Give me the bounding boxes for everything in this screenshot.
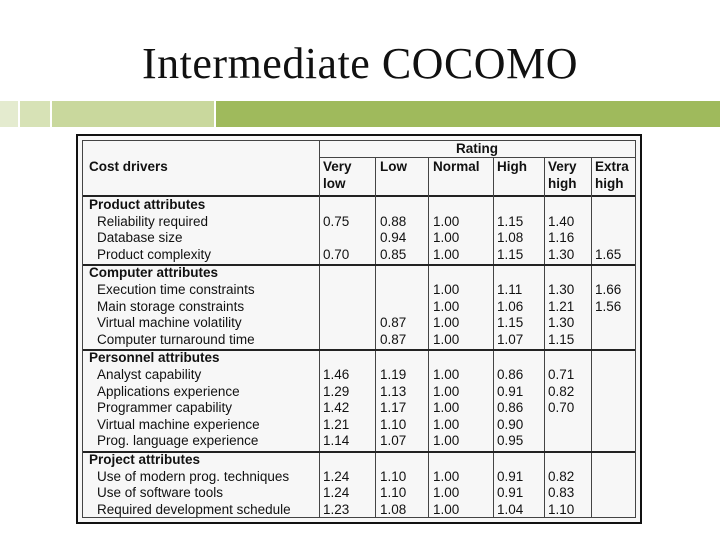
table-row-label: Virtual machine experience (97, 416, 260, 432)
table-grid (82, 140, 636, 518)
table-cell-value: 1.30 (548, 315, 575, 331)
table-cell-value: 1.19 (380, 367, 407, 382)
table-cell-value: 1.00 (433, 282, 460, 297)
table-cell-value: 1.15 (497, 246, 524, 262)
table-cell-value: 1.21 (548, 298, 575, 314)
table-cell-value: 1.30 (548, 246, 575, 262)
table-cell-value: 0.90 (497, 416, 524, 432)
table-cell-value: 1.07 (497, 331, 524, 347)
cost-drivers-header: Cost drivers (89, 159, 168, 174)
table-cell-value: 1.00 (433, 501, 460, 517)
table-cell-value: 1.00 (433, 367, 460, 382)
accent-bar-segment-2 (20, 101, 50, 127)
rating-underline (319, 157, 635, 158)
column-divider (428, 157, 429, 517)
table-cell-value: 1.00 (433, 485, 460, 501)
table-cell-value: 1.30 (548, 282, 575, 297)
column-header: Normal (433, 159, 480, 174)
table-cell-value: 0.82 (548, 468, 575, 484)
table-cell-value: 1.29 (323, 383, 350, 399)
table-cell-value: 0.86 (497, 367, 524, 382)
table-row-label: Execution time constraints (97, 282, 255, 297)
table-row-label: Main storage constraints (97, 298, 245, 314)
table-cell-value: 0.87 (380, 331, 407, 347)
table-cell-value: 1.24 (323, 468, 350, 484)
accent-bar-segment-4 (216, 101, 720, 127)
table-cell-value: 1.07 (380, 433, 407, 449)
column-header: Low (380, 159, 407, 174)
table-row-label: Reliability required (97, 213, 209, 229)
column-divider (591, 157, 592, 517)
table-cell-value: 1.00 (433, 400, 460, 416)
table-cell-value: 1.16 (548, 230, 575, 246)
table-cell-value: 1.04 (497, 501, 524, 517)
table-cell-value: 1.23 (323, 501, 350, 517)
table-cell-value: 1.10 (380, 468, 407, 484)
column-divider (493, 157, 494, 517)
table-cell-value: 1.65 (595, 246, 622, 262)
table-cell-value: 1.08 (380, 501, 407, 517)
table-cell-value: 1.24 (323, 485, 350, 501)
column-divider (544, 157, 545, 517)
table-cell-value: 1.40 (548, 213, 575, 229)
table-cell-value: 1.00 (433, 246, 460, 262)
table-cell-value: 0.82 (548, 383, 575, 399)
table-row-label: Virtual machine volatility (97, 315, 242, 331)
table-row-label: Database size (97, 230, 183, 246)
table-row-label: Programmer capability (97, 400, 233, 416)
group-heading: Project attributes (89, 452, 201, 467)
table-cell-value: 0.88 (380, 213, 407, 229)
table-cell-value: 0.91 (497, 485, 524, 501)
column-header: Very (323, 159, 352, 174)
slide-title: Intermediate COCOMO (142, 39, 578, 88)
table-cell-value: 1.08 (497, 230, 524, 246)
table-cell-value: 1.11 (497, 282, 523, 297)
table-cell-value: 1.00 (433, 468, 460, 484)
column-header: Extra (595, 159, 629, 174)
table-cell-value: 1.10 (380, 416, 407, 432)
table-row-label: Applications experience (97, 383, 240, 399)
column-header: Very (548, 159, 577, 174)
table-cell-value: 1.00 (433, 213, 460, 229)
table-cell-value: 0.70 (323, 246, 350, 262)
table-cell-value: 1.15 (548, 331, 575, 347)
table-cell-value: 1.00 (433, 230, 460, 246)
table-row-label: Analyst capability (97, 367, 202, 382)
table-cell-value: 0.91 (497, 468, 524, 484)
column-header: high (595, 176, 624, 191)
table-cell-value: 1.06 (497, 298, 524, 314)
group-heading: Personnel attributes (89, 350, 220, 366)
table-cell-value: 1.00 (433, 298, 460, 314)
table-cell-value: 1.46 (323, 367, 350, 382)
table-cell-value: 0.75 (323, 213, 350, 229)
table-cell-value: 1.10 (380, 485, 407, 501)
table-cell-value: 0.85 (380, 246, 407, 262)
table-cell-value: 0.94 (380, 230, 407, 246)
accent-bar-segment-3 (52, 101, 214, 127)
table-cell-value: 1.00 (433, 433, 460, 449)
table-row-label: Computer turnaround time (97, 331, 255, 347)
column-header: high (548, 176, 577, 191)
table-cell-value: 0.87 (380, 315, 407, 331)
table-cell-value: 0.86 (497, 400, 524, 416)
table-cell-value: 1.00 (433, 331, 460, 347)
table-cell-value: 0.70 (548, 400, 575, 416)
group-heading: Product attributes (89, 197, 206, 212)
table-row-label: Required development schedule (97, 501, 291, 517)
table-cell-value: 1.14 (323, 433, 350, 449)
table-cell-value: 1.17 (380, 400, 407, 416)
table-cell-value: 0.95 (497, 433, 524, 449)
table-cell-value: 1.15 (497, 315, 524, 331)
column-header: low (323, 176, 346, 191)
table-cell-value: 1.10 (548, 501, 575, 517)
table-cell-value: 1.42 (323, 400, 350, 416)
table-cell-value: 1.66 (595, 282, 622, 297)
column-divider (319, 141, 320, 517)
table-cell-value: 1.00 (433, 383, 460, 399)
accent-bar-segment-1 (0, 101, 18, 127)
table-cell-value: 1.21 (323, 416, 350, 432)
column-header: High (497, 159, 527, 174)
table-cell-value: 0.83 (548, 485, 575, 501)
table-cell-value: 1.15 (497, 213, 524, 229)
table-row-label: Use of software tools (97, 485, 224, 501)
table-cell-value: 0.71 (548, 367, 575, 382)
table-cell-value: 0.91 (497, 383, 524, 399)
rating-header: Rating (456, 141, 498, 156)
table-cell-value: 1.13 (380, 383, 407, 399)
table-cell-value: 1.56 (595, 298, 622, 314)
column-divider (375, 157, 376, 517)
cocomo-table (76, 134, 642, 524)
table-row-label: Product complexity (97, 246, 212, 262)
table-cell-value: 1.00 (433, 416, 460, 432)
table-row-label: Prog. language experience (97, 433, 259, 449)
group-heading: Computer attributes (89, 265, 219, 281)
table-cell-value: 1.00 (433, 315, 460, 331)
table-row-label: Use of modern prog. techniques (97, 468, 290, 484)
